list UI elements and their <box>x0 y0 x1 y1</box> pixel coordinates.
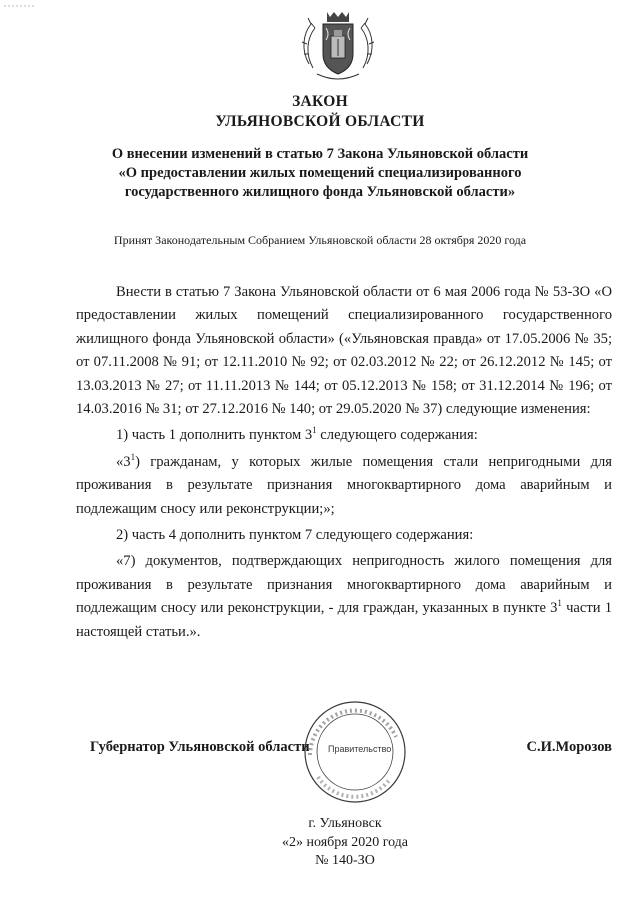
quote-2-tail: части 1 настоящей статьи.». <box>76 600 612 640</box>
law-body <box>76 281 612 644</box>
quote-1-paragraph <box>76 451 612 521</box>
intro-paragraph: Внести в статью 7 Закона Ульяновской области от 6 мая 2006 года № 53-ЗО «О предоставлении жилых помещений специализированного государственного жилищного фонда Ульяновской области» («Ульяновская правда» от 17.05.2006 № 35; от 07.11.2008 № 91; от 12.11.2010 № 92; от 02.03.2012 № 22; от 26.12.2012 № 145; от 13.03.2013 № 27; от 11.11.2013 № 144; от 05.12.2013 № 158; от 31.12.2014 № 196; от 14.03.2016 № 31; от 27.12.2016 № 140; от 29.05.2020 № 37) следующие изменения: <box>76 284 612 418</box>
quote-1-text: ) гражданам, у которых жилые помещения стали непригодными для проживания в результате признания многоквартирного дома аварийным и подлежащим сносу или реконструкции;»; <box>76 453 612 517</box>
adoption-note: Принят Законодательным Собранием Ульяновской области 28 октября 2020 года <box>113 233 527 247</box>
signer-name: С.И.Морозов <box>526 739 612 755</box>
signer-position: Губернатор Ульяновской области <box>90 739 310 755</box>
quote-2-text: «7) документов, подтверждающих непригодность жилого помещения для проживания в результате признания многоквартирного дома аварийным и подлежащим сносу или реконструкции, - для граждан, указанных в пункте 3 <box>76 553 612 617</box>
item-1-paragraph <box>76 424 612 447</box>
subject-line3: государственного жилищного фонда Ульяновской области» <box>124 184 516 200</box>
item-1-text: 1) часть 1 дополнить пунктом 3 <box>116 427 313 444</box>
scan-artifact <box>4 4 34 8</box>
item-1-superscript: 1 <box>312 425 317 436</box>
law-title-line1: ЗАКОН <box>292 93 348 110</box>
item-1-tail: следующего содержания: <box>316 427 478 444</box>
footer-number: № 140-ЗО <box>315 853 375 868</box>
quote-1-superscript: 1 <box>130 451 136 462</box>
footer-date: «2» ноября 2020 года <box>281 834 409 850</box>
subject-line2: «О предоставлении жилых помещений специализированного <box>118 165 522 181</box>
law-subject <box>80 145 560 202</box>
law-title-line2: УЛЬЯНОВСКОЙ ОБЛАСТИ <box>215 113 425 130</box>
document-footer <box>0 815 640 871</box>
quote-2-paragraph <box>76 550 612 644</box>
item-2-paragraph: 2) часть 4 дополнить пунктом 7 следующего содержания: <box>116 527 474 544</box>
coat-of-arms-icon <box>297 4 379 86</box>
subject-line1: О внесении изменений в статью 7 Закона Ульяновской области <box>111 146 529 162</box>
quote-1-start: «3 <box>116 453 131 470</box>
footer-city: г. Ульяновск <box>308 816 382 831</box>
stamp-label: Правительство <box>328 744 392 754</box>
quote-2-superscript: 1 <box>557 598 562 609</box>
law-title <box>0 92 640 132</box>
